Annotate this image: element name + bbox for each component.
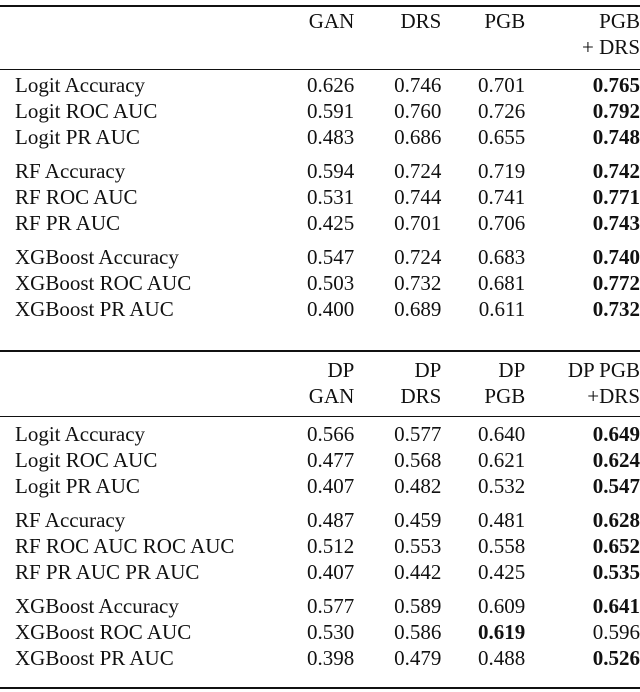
column-header: DP xyxy=(498,358,526,382)
column-header: +DRS xyxy=(587,384,640,408)
cell-value: 0.701 xyxy=(394,211,442,235)
column-header xyxy=(441,34,525,60)
results-table-non-dp xyxy=(0,8,640,322)
cell-value: 0.586 xyxy=(394,620,442,644)
column-header xyxy=(268,34,354,60)
cell-value: 0.619 xyxy=(478,620,526,644)
header-row xyxy=(0,357,640,383)
cell-value: 0.743 xyxy=(592,211,640,235)
column-header: PGB xyxy=(484,384,526,408)
cell-value: 0.591 xyxy=(307,99,355,123)
cell-value: 0.706 xyxy=(478,211,526,235)
cell-value: 0.624 xyxy=(592,448,640,472)
cell-value: 0.547 xyxy=(307,245,355,269)
header-row xyxy=(0,383,640,409)
cell-value: 0.530 xyxy=(307,620,355,644)
column-header xyxy=(354,34,441,60)
cell-value: 0.596 xyxy=(592,620,640,644)
cell-value: 0.760 xyxy=(394,99,442,123)
cell-value: 0.655 xyxy=(478,125,526,149)
cell-value: 0.765 xyxy=(592,73,640,97)
column-header: PGB xyxy=(484,9,526,33)
cell-value: 0.724 xyxy=(394,159,442,183)
table-row xyxy=(0,585,640,619)
cell-value: 0.547 xyxy=(592,474,640,498)
cell-value: 0.503 xyxy=(307,271,355,295)
cell-value: 0.701 xyxy=(478,73,526,97)
cell-value: 0.558 xyxy=(478,534,526,558)
cell-value: 0.652 xyxy=(592,534,640,558)
row-label: Logit Accuracy xyxy=(15,73,146,97)
cell-value: 0.483 xyxy=(307,125,355,149)
cell-value: 0.481 xyxy=(478,508,526,532)
table-row xyxy=(0,619,640,645)
cell-value: 0.407 xyxy=(307,560,355,584)
column-header: DP PGB xyxy=(567,358,640,382)
row-label: XGBoost ROC AUC xyxy=(15,271,192,295)
cell-value: 0.553 xyxy=(394,534,442,558)
header-row xyxy=(0,34,640,60)
cell-value: 0.531 xyxy=(307,185,355,209)
cell-value: 0.748 xyxy=(592,125,640,149)
column-header xyxy=(0,8,268,34)
cell-value: 0.577 xyxy=(394,422,442,446)
cell-value: 0.398 xyxy=(307,646,355,670)
table-row xyxy=(0,184,640,210)
column-header xyxy=(0,357,268,383)
cell-value: 0.482 xyxy=(394,474,442,498)
table-row xyxy=(0,296,640,322)
cell-value: 0.594 xyxy=(307,159,355,183)
table-row xyxy=(0,236,640,270)
column-header: + DRS xyxy=(582,35,640,59)
table-row xyxy=(0,150,640,184)
cell-value: 0.681 xyxy=(478,271,526,295)
cell-value: 0.742 xyxy=(592,159,640,183)
cell-value: 0.425 xyxy=(307,211,355,235)
column-header xyxy=(0,34,268,60)
table-row xyxy=(0,72,640,98)
column-header: GAN xyxy=(308,384,355,408)
table-row xyxy=(0,559,640,585)
cell-value: 0.626 xyxy=(307,73,355,97)
table-row xyxy=(0,270,640,296)
column-header: GAN xyxy=(308,9,355,33)
cell-value: 0.719 xyxy=(478,159,526,183)
cell-value: 0.407 xyxy=(307,474,355,498)
column-header: DRS xyxy=(400,384,442,408)
row-label: RF PR AUC xyxy=(15,211,121,235)
row-label: RF Accuracy xyxy=(15,508,126,532)
column-header: DRS xyxy=(400,9,442,33)
cell-value: 0.740 xyxy=(592,245,640,269)
cell-value: 0.425 xyxy=(478,560,526,584)
cell-value: 0.689 xyxy=(394,297,442,321)
cell-value: 0.577 xyxy=(307,594,355,618)
cell-value: 0.649 xyxy=(592,422,640,446)
column-header: DP xyxy=(414,358,442,382)
cell-value: 0.726 xyxy=(478,99,526,123)
cell-value: 0.400 xyxy=(307,297,355,321)
cell-value: 0.566 xyxy=(307,422,355,446)
cell-value: 0.772 xyxy=(592,271,640,295)
cell-value: 0.589 xyxy=(394,594,442,618)
cell-value: 0.640 xyxy=(478,422,526,446)
row-label: XGBoost Accuracy xyxy=(15,594,179,618)
cell-value: 0.724 xyxy=(394,245,442,269)
column-header: PGB xyxy=(599,9,640,33)
row-label: RF Accuracy xyxy=(15,159,126,183)
cell-value: 0.641 xyxy=(592,594,640,618)
cell-value: 0.535 xyxy=(592,560,640,584)
table-row xyxy=(0,533,640,559)
column-header: DP xyxy=(327,358,355,382)
table-row xyxy=(0,98,640,124)
cell-value: 0.771 xyxy=(592,185,640,209)
top-rule xyxy=(0,5,640,7)
row-label: Logit ROC AUC xyxy=(15,448,158,472)
cell-value: 0.746 xyxy=(394,73,442,97)
cell-value: 0.732 xyxy=(592,297,640,321)
results-table-dp xyxy=(0,357,640,671)
cell-value: 0.526 xyxy=(592,646,640,670)
cell-value: 0.611 xyxy=(478,297,526,321)
cell-value: 0.628 xyxy=(592,508,640,532)
cell-value: 0.479 xyxy=(394,646,442,670)
cell-value: 0.442 xyxy=(394,560,442,584)
table-row xyxy=(0,499,640,533)
mid-rule xyxy=(0,69,640,70)
row-label: XGBoost PR AUC xyxy=(15,646,174,670)
cell-value: 0.487 xyxy=(307,508,355,532)
cell-value: 0.621 xyxy=(478,448,526,472)
row-label: Logit PR AUC xyxy=(15,474,140,498)
cell-value: 0.686 xyxy=(394,125,442,149)
table-row xyxy=(0,421,640,447)
row-label: RF ROC AUC ROC AUC xyxy=(15,534,235,558)
row-label: RF PR AUC PR AUC xyxy=(15,560,200,584)
row-label: Logit PR AUC xyxy=(15,125,140,149)
table-row xyxy=(0,447,640,473)
row-label: Logit ROC AUC xyxy=(15,99,158,123)
column-header xyxy=(0,383,268,409)
row-label: XGBoost PR AUC xyxy=(15,297,174,321)
cell-value: 0.532 xyxy=(478,474,526,498)
cell-value: 0.792 xyxy=(592,99,640,123)
table-row xyxy=(0,210,640,236)
cell-value: 0.744 xyxy=(394,185,442,209)
row-label: Logit Accuracy xyxy=(15,422,146,446)
cell-value: 0.488 xyxy=(478,646,526,670)
cell-value: 0.512 xyxy=(307,534,355,558)
table-row xyxy=(0,124,640,150)
table-row xyxy=(0,473,640,499)
cell-value: 0.477 xyxy=(307,448,355,472)
row-label: XGBoost ROC AUC xyxy=(15,620,192,644)
cell-value: 0.609 xyxy=(478,594,526,618)
cell-value: 0.568 xyxy=(394,448,442,472)
cell-value: 0.741 xyxy=(478,185,526,209)
cell-value: 0.459 xyxy=(394,508,442,532)
row-label: RF ROC AUC xyxy=(15,185,138,209)
mid-rule-dp xyxy=(0,416,640,417)
cell-value: 0.732 xyxy=(394,271,442,295)
row-label: XGBoost Accuracy xyxy=(15,245,179,269)
header-row xyxy=(0,8,640,34)
bottom-rule xyxy=(0,687,640,689)
section-rule xyxy=(0,350,640,352)
cell-value: 0.683 xyxy=(478,245,526,269)
table-row xyxy=(0,645,640,671)
